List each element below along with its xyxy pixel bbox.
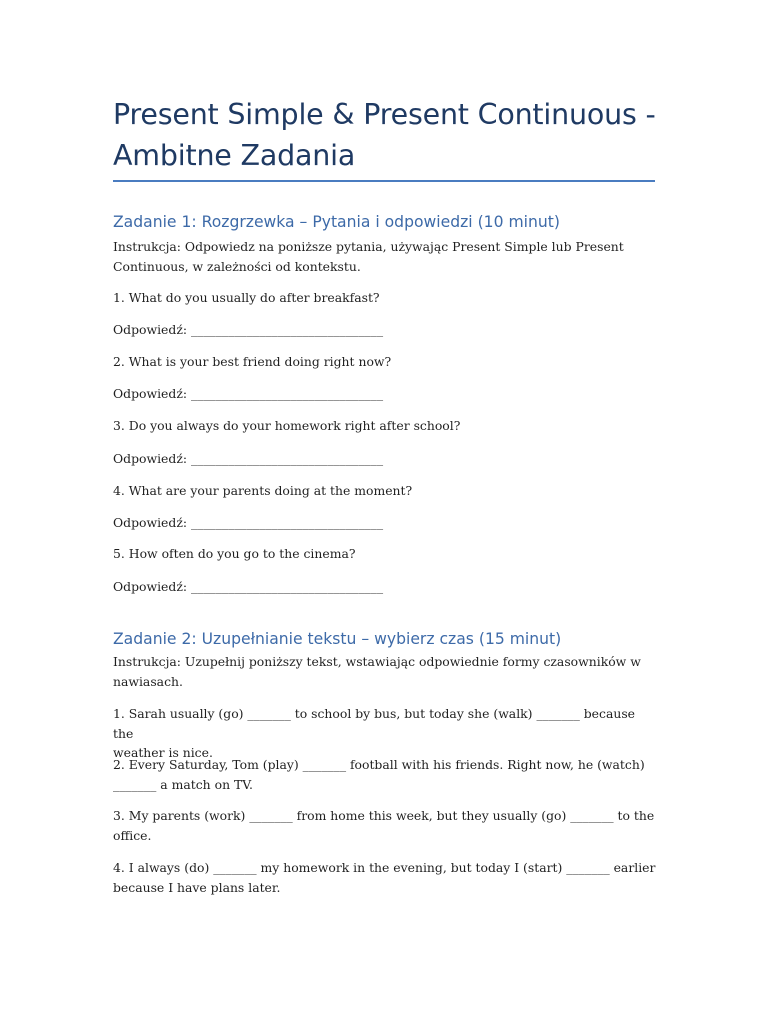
task2-item-3-line1: 3. My parents (work) _______ from home this week, but they usually (go) _______ to the	[113, 808, 655, 823]
document-title-line2: Ambitne Zadania	[113, 139, 356, 172]
task2-item-3-line2: office.	[113, 827, 152, 843]
task1-heading: Zadanie 1: Rozgrzewka – Pytania i odpowiedzi (10 minut)	[113, 213, 560, 231]
task1-answer-5: Odpowiedź: _______________________________	[113, 579, 384, 594]
task2-item-2-line2: _______ a match on TV.	[113, 776, 253, 792]
task2-item-1-line2: weather is nice.	[113, 745, 213, 760]
task2-item-1-line1: 1. Sarah usually (go) _______ to school by bus, but today she (walk) _______ because the	[113, 706, 636, 741]
task1-question-5: 5. How often do you go to the cinema?	[113, 546, 356, 561]
task2-instruction-line1: Instrukcja: Uzupełnij poniższy tekst, wstawiając odpowiednie formy czasowników w	[113, 654, 641, 669]
task1-question-1: 1. What do you usually do after breakfast?	[113, 290, 380, 305]
task1-instruction-line2: Continuous, w zależności od kontekstu.	[113, 258, 361, 274]
document-title	[113, 94, 658, 176]
task2-item-2	[113, 755, 658, 794]
task1-question-2: 2. What is your best friend doing right now?	[113, 354, 392, 369]
task1-answer-3: Odpowiedź: _______________________________	[113, 451, 384, 466]
task2-item-1	[113, 704, 658, 763]
task2-item-4	[113, 858, 658, 897]
document-title-line1: Present Simple & Present Continuous -	[113, 98, 656, 131]
task2-item-2-line1: 2. Every Saturday, Tom (play) _______ football with his friends. Right now, he (watch)	[113, 757, 645, 772]
task2-item-3	[113, 806, 658, 845]
task1-question-4: 4. What are your parents doing at the moment?	[113, 483, 413, 498]
task2-heading: Zadanie 2: Uzupełnianie tekstu – wybierz czas (15 minut)	[113, 630, 562, 648]
task1-question-3: 3. Do you always do your homework right after school?	[113, 418, 461, 433]
task2-instruction	[113, 652, 658, 691]
title-divider	[113, 180, 655, 182]
task1-instruction-line1: Instrukcja: Odpowiedz na poniższe pytania, używając Present Simple lub Present	[113, 239, 624, 254]
task1-answer-1: Odpowiedź: _______________________________	[113, 322, 384, 337]
task2-instruction-line2: nawiasach.	[113, 673, 183, 689]
task1-answer-4: Odpowiedź: _______________________________	[113, 515, 384, 530]
task2-item-4-line2: because I have plans later.	[113, 879, 281, 895]
task1-answer-2: Odpowiedź: _______________________________	[113, 386, 384, 401]
task2-item-4-line1: 4. I always (do) _______ my homework in the evening, but today I (start) _______ earlier	[113, 860, 656, 875]
task1-instruction	[113, 237, 658, 276]
